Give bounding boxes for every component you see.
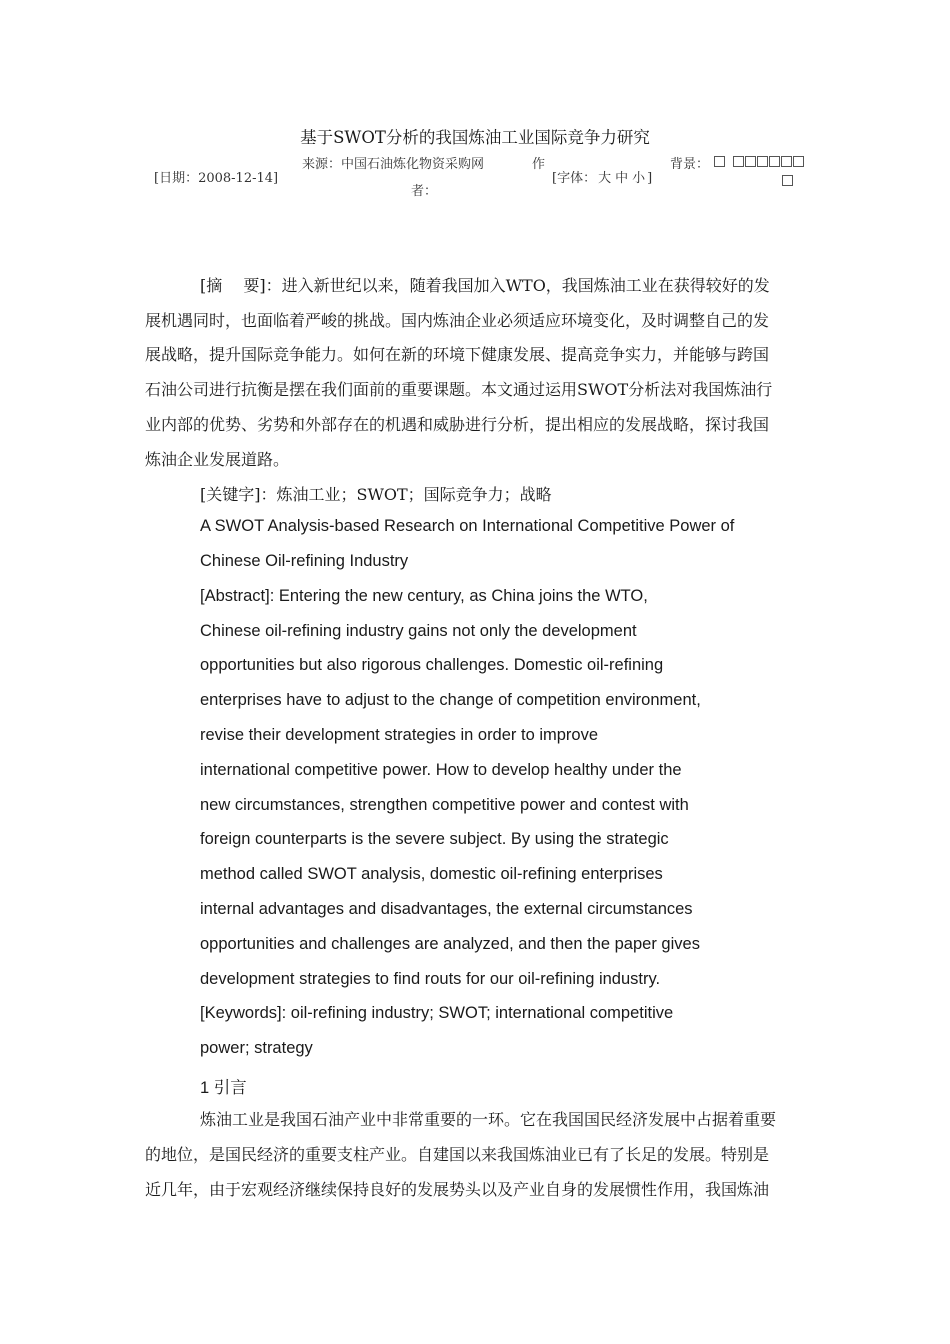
article-date: [日期：2008-12-14] <box>154 171 279 186</box>
font-size-control <box>552 167 652 186</box>
keywords-en-line: power; strategy <box>200 1039 313 1057</box>
abstract-en-line: method called SWOT analysis, domestic oil-refining enterprises <box>200 865 663 883</box>
abstract-en-line: opportunities and challenges are analyzed, and then the paper gives <box>200 935 700 953</box>
abstract-en-line: revise their development strategies in order to improve <box>200 726 599 744</box>
abstract-zh-line: 石油公司进行抗衡是摆在我们面前的重要课题。本文通过运用SWOT分析法对我国炼油行 <box>145 380 773 399</box>
body-paragraph-line: 炼油工业是我国石油产业中非常重要的一环。它在我国国民经济发展中占据着重要 <box>200 1110 777 1129</box>
bg-swatch-6[interactable] <box>781 156 792 167</box>
abstract-zh-line: 业内部的优势、劣势和外部存在的机遇和威胁进行分析，提出相应的发展战略，探讨我国 <box>145 415 770 434</box>
font-large-button[interactable]: 大 <box>598 171 612 186</box>
body-paragraph-line: 近几年，由于宏观经济继续保持良好的发展势头以及产业自身的发展惯性作用，我国炼油 <box>145 1180 770 1199</box>
keywords-zh: [关键字]：炼油工业；SWOT；国际竞争力；战略 <box>200 485 552 504</box>
background-swatch-row2 <box>782 172 794 190</box>
abstract-en-line: [Abstract]: Entering the new century, as China joins the WTO, <box>200 587 648 605</box>
font-medium-button[interactable]: 中 <box>615 171 629 186</box>
abstract-zh-line: 展机遇同时，也面临着严峻的挑战。国内炼油企业必须适应环境变化，及时调整自己的发 <box>145 311 770 330</box>
bg-swatch-5[interactable] <box>769 156 780 167</box>
background-swatches <box>714 153 805 171</box>
english-title-line: A SWOT Analysis-based Research on International Competitive Power of <box>200 517 735 535</box>
bg-swatch-2[interactable] <box>733 156 744 167</box>
bg-swatch-8[interactable] <box>782 175 793 186</box>
abstract-en-line: enterprises have to adjust to the change of competition environment, <box>200 691 701 709</box>
abstract-en-line: Chinese oil-refining industry gains not only the development <box>200 622 637 640</box>
section-heading: 1 引言 <box>200 1079 247 1097</box>
body-paragraph-line: 的地位，是国民经济的重要支柱产业。自建国以来我国炼油业已有了长足的发展。特别是 <box>145 1145 770 1164</box>
bg-swatch-3[interactable] <box>745 156 756 167</box>
abstract-en-line: internal advantages and disadvantages, the external circumstances <box>200 900 693 918</box>
bg-swatch-4[interactable] <box>757 156 768 167</box>
keywords-en-line: [Keywords]: oil-refining industry; SWOT; international competitive <box>200 1004 674 1022</box>
bg-swatch-7[interactable] <box>793 156 804 167</box>
bg-swatch-1[interactable] <box>714 156 725 167</box>
abstract-en-line: international competitive power. How to develop healthy under the <box>200 761 682 779</box>
abstract-en-line: new circumstances, strengthen competitive power and contest with <box>200 796 689 814</box>
font-size-label: [字体： <box>552 171 597 186</box>
author-label-cont: 者： <box>411 184 438 199</box>
author-label: 作 <box>532 157 546 172</box>
abstract-zh-line: [摘 要]：进入新世纪以来，随着我国加入WTO，我国炼油工业在获得较好的发 <box>200 276 770 295</box>
background-label: 背景： <box>670 157 710 172</box>
abstract-en-line: foreign counterparts is the severe subject. By using the strategic <box>200 830 669 848</box>
font-small-button[interactable]: 小 <box>632 171 646 186</box>
abstract-en-line: opportunities but also rigorous challenges. Domestic oil-refining <box>200 656 664 674</box>
english-title-line: Chinese Oil-refining Industry <box>200 552 409 570</box>
abstract-en-line: development strategies to find routs for our oil-refining industry. <box>200 970 661 988</box>
article-title: 基于SWOT分析的我国炼油工业国际竞争力研究 <box>300 128 650 147</box>
font-size-close: ] <box>647 171 653 186</box>
abstract-zh-line: 展战略，提升国际竞争能力。如何在新的环境下健康发展、提高竞争实力，并能够与跨国 <box>145 345 770 364</box>
abstract-zh-line: 炼油企业发展道路。 <box>145 450 290 469</box>
article-source: 来源：中国石油炼化物资采购网 <box>302 157 485 172</box>
